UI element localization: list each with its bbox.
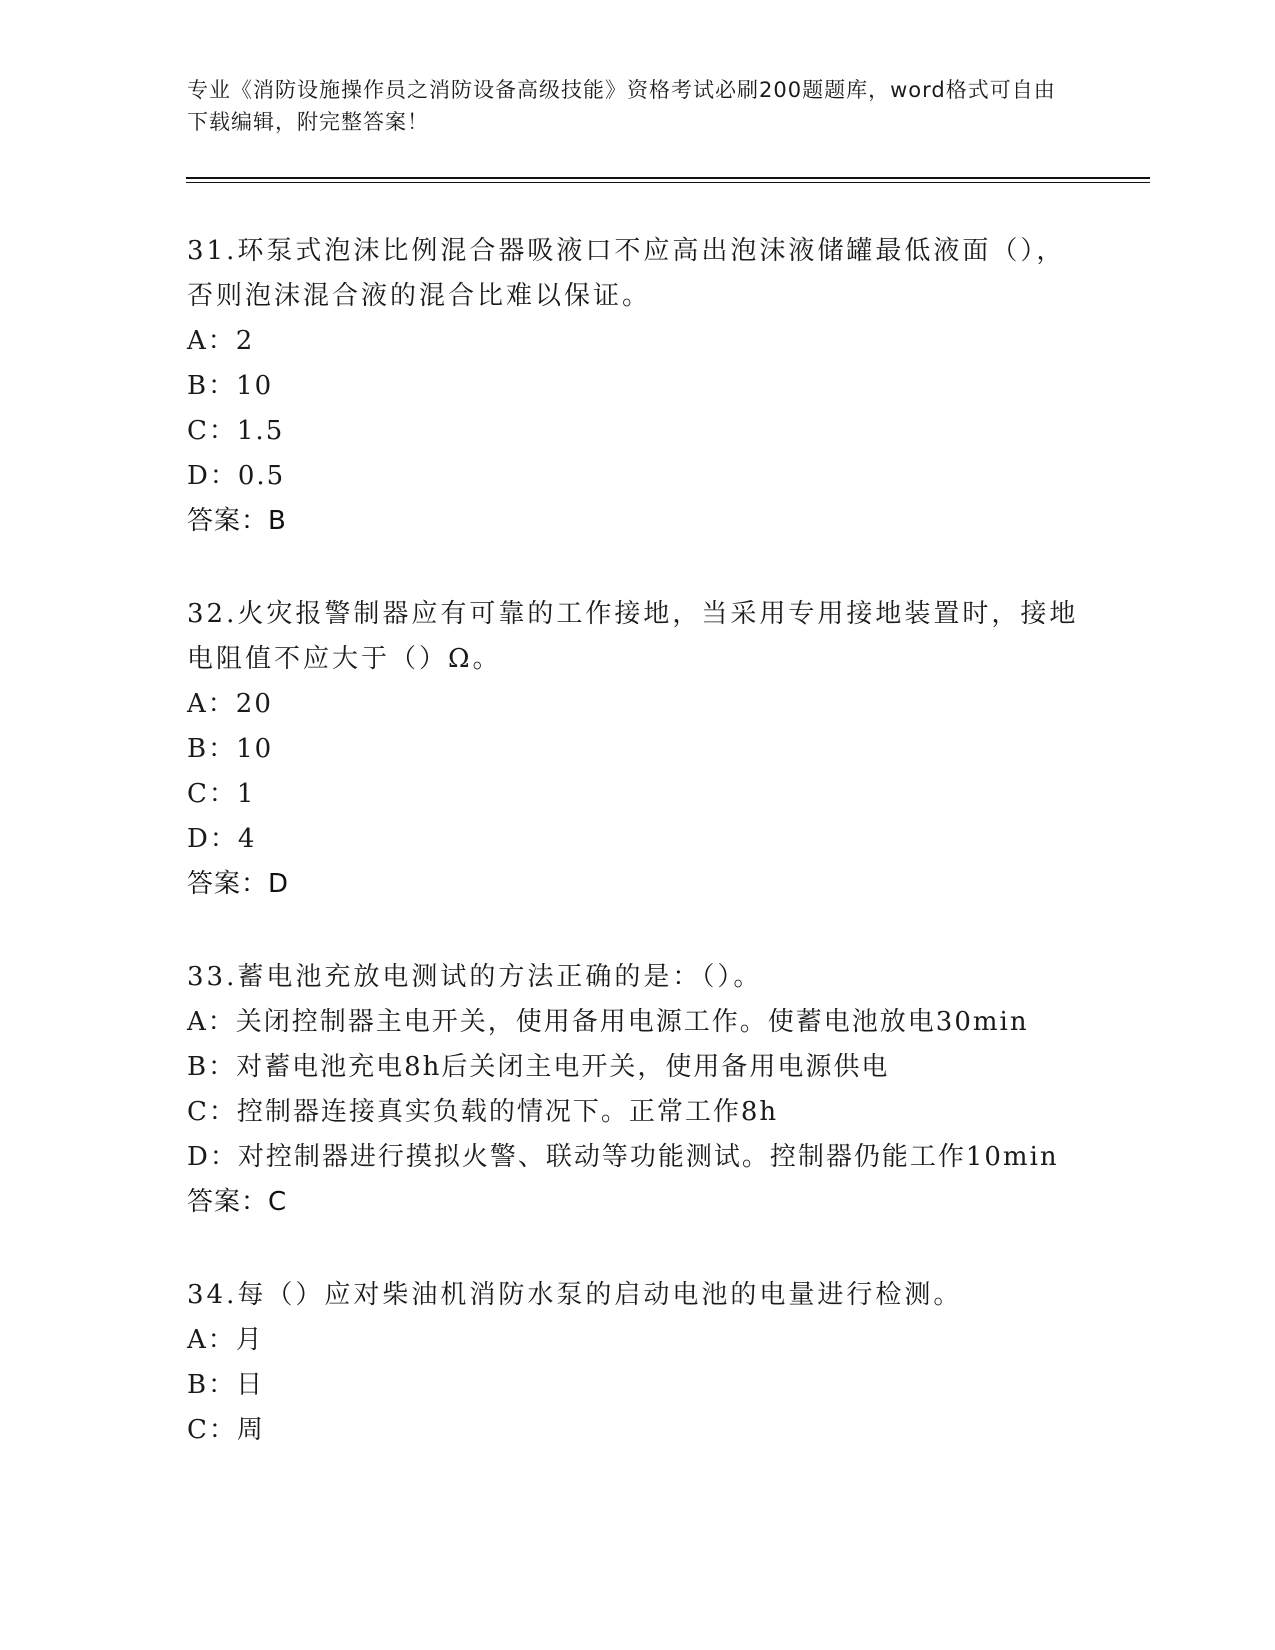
option-c: C：1 [187, 779, 256, 809]
option-b: B：10 [187, 734, 274, 764]
answer: 答案：C [187, 1187, 288, 1217]
question-stem: 32.火灾报警制器应有可靠的工作接地，当采用专用接地装置时，接地电阻值不应大于（）Ω。 [187, 599, 1079, 674]
option-b: B：对蓄电池充电8h后关闭主电开关，使用备用电源供电 [187, 1052, 890, 1082]
option-d: D：4 [187, 824, 257, 854]
question-stem: 31.环泵式泡沫比例混合器吸液口不应高出泡沫液储罐最低液面（），否则泡沫混合液的混合比难以保证。 [187, 236, 1066, 311]
option-a: A：20 [187, 689, 273, 719]
question-stem: 34.每（）应对柴油机消防水泵的启动电池的电量进行检测。 [187, 1280, 963, 1310]
option-c: C：控制器连接真实负载的情况下。正常工作8h [187, 1097, 779, 1127]
question-31 [187, 229, 1087, 544]
option-a: A：月 [187, 1325, 264, 1355]
option-a: A：2 [187, 326, 255, 356]
question-34 [187, 1273, 1087, 1453]
question-32 [187, 592, 1087, 907]
option-c: C：1.5 [187, 416, 285, 446]
question-stem: 33.蓄电池充放电测试的方法正确的是：（）。 [187, 962, 763, 992]
answer: 答案：B [187, 506, 287, 536]
option-a: A：关闭控制器主电开关，使用备用电源工作。使蓄电池放电30min [187, 1007, 1029, 1037]
answer: 答案：D [187, 869, 290, 899]
option-b: B：10 [187, 371, 274, 401]
header-divider [186, 177, 1150, 183]
option-d: D：对控制器进行摸拟火警、联动等功能测试。控制器仍能工作10min [187, 1142, 1059, 1172]
option-d: D：0.5 [187, 461, 286, 491]
option-c: C：周 [187, 1415, 265, 1445]
question-33 [187, 955, 1087, 1225]
document-header: 专业《消防设施操作员之消防设备高级技能》资格考试必刷200题题库，word格式可自由下载编辑，附完整答案！ [187, 78, 1056, 134]
option-b: B：日 [187, 1370, 265, 1400]
